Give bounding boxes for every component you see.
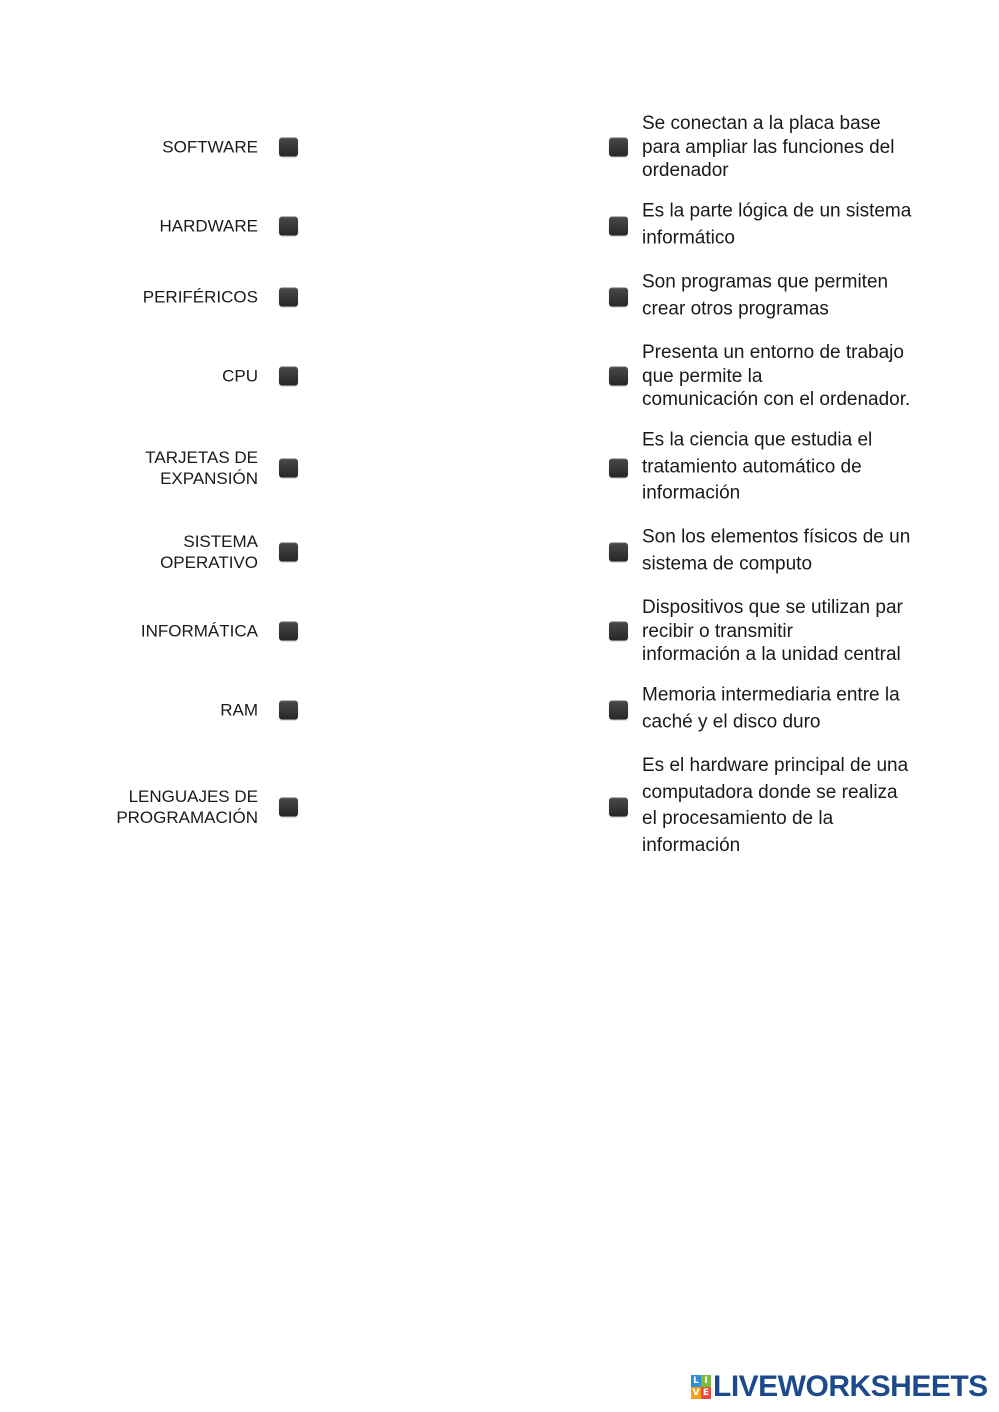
term-ram: RAM [220, 700, 258, 720]
definition-line: que permite la [642, 365, 763, 387]
definition-line: informático [642, 227, 735, 248]
match-point-left[interactable] [279, 459, 298, 478]
match-point-left[interactable] [279, 217, 298, 236]
definition-line: Es la ciencia que estudia el [642, 429, 873, 451]
badge-letter: E [702, 1388, 710, 1398]
definition-2 [642, 199, 942, 252]
definition-line: Se conectan a la placa base [642, 112, 881, 134]
term-tarjetas-expansion: TARJETAS DE EXPANSIÓN [145, 448, 258, 488]
term-software: SOFTWARE [162, 137, 258, 157]
definition-4 [642, 341, 942, 412]
live-badge-icon [691, 1375, 711, 1399]
badge-letter: V [692, 1388, 700, 1398]
logo-wordmark: LIVEWORKSHEETS [713, 1370, 988, 1403]
term-informatica: INFORMÁTICA [140, 621, 258, 641]
definition-line: Son los elementos físicos de un [642, 526, 911, 548]
match-point-left[interactable] [279, 543, 298, 562]
match-point-left[interactable] [279, 701, 298, 720]
match-point-right[interactable] [609, 367, 628, 386]
match-point-right[interactable] [609, 288, 628, 307]
definition-line: información a la unidad central [642, 643, 901, 665]
match-point-right[interactable] [609, 217, 628, 236]
match-point-left[interactable] [279, 367, 298, 386]
definition-line: Dispositivos que se utilizan par [642, 596, 903, 618]
definition-9 [642, 753, 942, 859]
badge-letter: L [691, 1375, 701, 1387]
definition-line: crear otros programas [642, 298, 829, 319]
definition-3 [642, 270, 942, 323]
definition-line: computadora donde se realiza [642, 781, 898, 803]
definition-line: información [642, 834, 741, 856]
match-point-right[interactable] [609, 622, 628, 641]
definition-8 [642, 683, 942, 736]
match-point-right[interactable] [609, 798, 628, 817]
definition-line: para ampliar las funciones del [642, 136, 895, 158]
match-point-right[interactable] [609, 459, 628, 478]
term-hardware: HARDWARE [159, 216, 258, 236]
definition-line: sistema de computo [642, 553, 813, 574]
match-point-right[interactable] [609, 543, 628, 562]
term-lenguajes-programacion: LENGUAJES DE PROGRAMACIÓN [116, 787, 258, 827]
term-perifericos: PERIFÉRICOS [142, 287, 258, 307]
definition-line: Presenta un entorno de trabajo [642, 341, 904, 363]
badge-letter: I [701, 1375, 711, 1387]
definition-line: Son programas que permiten [642, 271, 889, 293]
definition-line: el procesamiento de la [642, 808, 834, 829]
definition-line: información [642, 482, 741, 504]
definition-6 [642, 525, 942, 578]
term-cpu: CPU [222, 366, 258, 386]
definition-5 [642, 427, 942, 507]
definition-line: tratamiento automático de [642, 455, 862, 477]
term-sistema-operativo: SISTEMA OPERATIVO [160, 532, 258, 572]
definition-line: caché y el disco duro [642, 711, 821, 732]
definition-1 [642, 112, 942, 183]
match-point-right[interactable] [609, 138, 628, 157]
match-point-left[interactable] [279, 288, 298, 307]
liveworksheets-logo [691, 1372, 988, 1402]
definition-line: Es el hardware principal de una [642, 755, 909, 776]
definition-line: comunicación con el ordenador. [642, 388, 911, 410]
match-point-left[interactable] [279, 622, 298, 641]
match-point-left[interactable] [279, 138, 298, 157]
definition-line: Memoria intermediaria entre la [642, 684, 900, 706]
definition-line: recibir o transmitir [642, 620, 793, 642]
definition-line: Es la parte lógica de un sistema [642, 200, 912, 222]
match-point-left[interactable] [279, 798, 298, 817]
match-point-right[interactable] [609, 701, 628, 720]
definition-line: ordenador [642, 159, 729, 181]
definition-7 [642, 596, 942, 667]
